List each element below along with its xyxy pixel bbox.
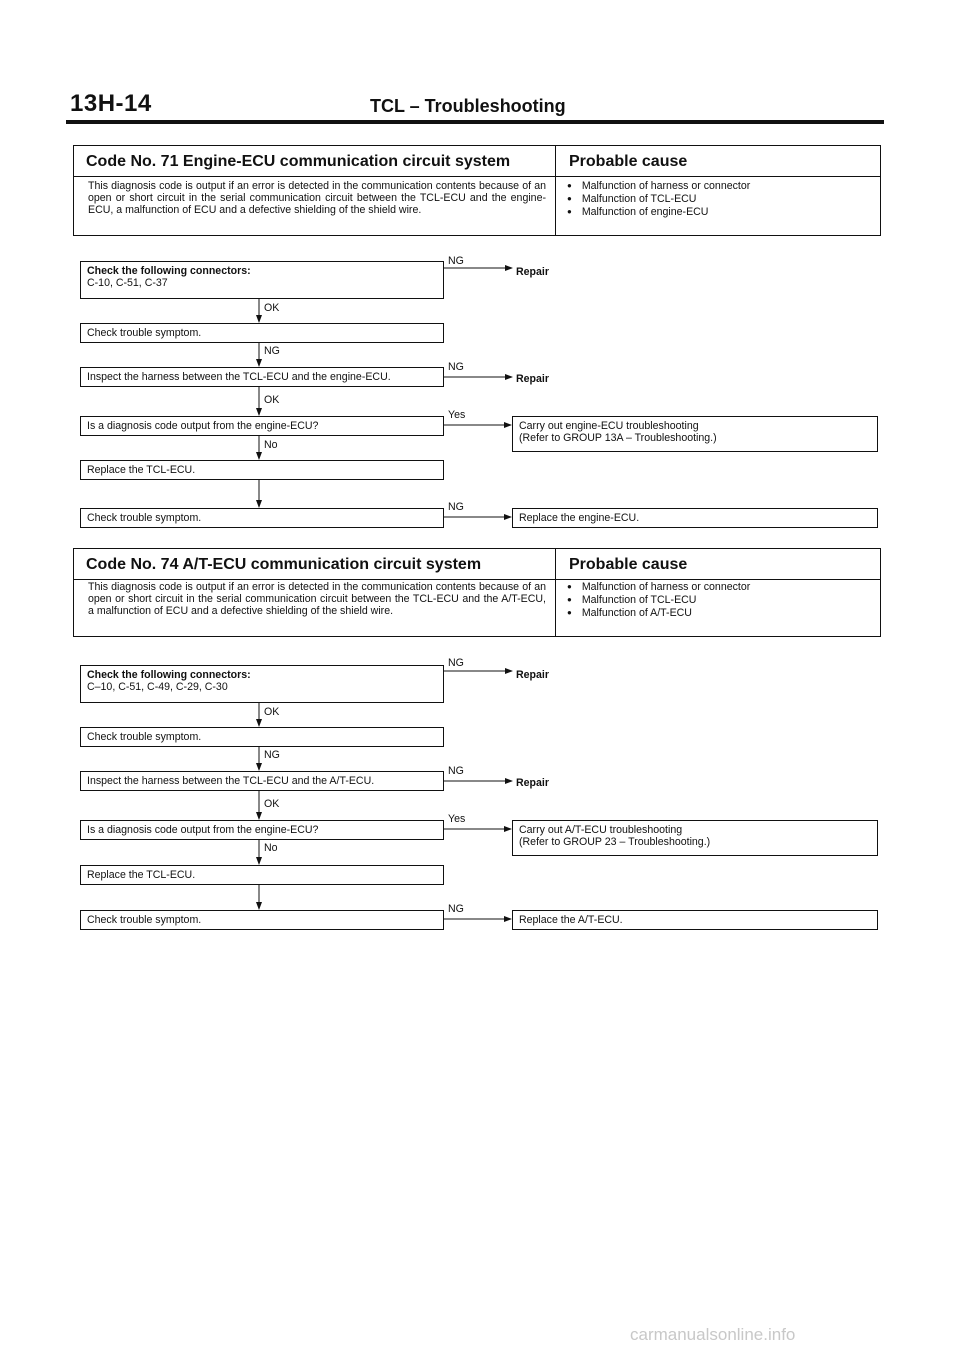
no-label: No [264, 842, 278, 854]
ng-label: NG [448, 255, 464, 267]
repair-label: Repair [516, 266, 549, 278]
repair-label: Repair [516, 777, 549, 789]
ok-label: OK [264, 798, 280, 810]
ok-label: OK [264, 394, 280, 406]
check-symptom-final-box: Check trouble symptom. [80, 508, 444, 528]
replace-tcl-box: Replace the TCL-ECU. [80, 865, 444, 885]
code-74-description: This diagnosis code is output if an error is detected in the communication contents because of an open or short circuit in the serial communication circuit between the TCL-ECU and the A/T-ECU, a malfunction of ECU and a defective shielding of the shield wire. [88, 581, 546, 617]
replace-final-box: Replace the engine-ECU. [512, 508, 878, 528]
ok-label: OK [264, 302, 280, 314]
replace-tcl-box: Replace the TCL-ECU. [80, 460, 444, 480]
diagnosis-question-box: Is a diagnosis code output from the engine-ECU? [80, 820, 444, 840]
inspect-harness-box: Inspect the harness between the TCL-ECU and the engine-ECU. [80, 367, 444, 387]
cause-item: ● Malfunction of harness or connector [567, 180, 750, 193]
cause-item: ● Malfunction of A/T-ECU [567, 607, 750, 620]
repair-label: Repair [516, 669, 549, 681]
check-symptom-box: Check trouble symptom. [80, 727, 444, 747]
ng-label: NG [448, 765, 464, 777]
ng-label: NG [448, 657, 464, 669]
code-74-causes [567, 581, 750, 620]
cause-item: ● Malfunction of engine-ECU [567, 206, 750, 219]
watermark: carmanualsonline.info [630, 1325, 796, 1344]
ng-label: NG [448, 361, 464, 373]
yes-label: Yes [448, 813, 466, 825]
cause-item: ● Malfunction of TCL-ECU [567, 594, 750, 607]
page-title: TCL – Troubleshooting [370, 96, 566, 116]
code-74-table [73, 548, 881, 637]
code-71-causes [567, 180, 750, 219]
code-71-description: This diagnosis code is output if an error is detected in the communication contents because of an open or short circuit in the serial communication circuit between the TCL-ECU and the engine-ECU, a malfunction of ECU and a defective shielding of the shield wire. [88, 180, 546, 216]
yes-label: Yes [448, 409, 466, 421]
inspect-harness-box: Inspect the harness between the TCL-ECU and the A/T-ECU. [80, 771, 444, 791]
ng-label: NG [264, 749, 280, 761]
carry-out-box: Carry out A/T-ECU troubleshooting (Refer to GROUP 23 – Troubleshooting.) [512, 820, 878, 856]
header-rule [66, 120, 884, 124]
no-label: No [264, 439, 278, 451]
ng-label: NG [448, 903, 464, 915]
diagnosis-question-box: Is a diagnosis code output from the engine-ECU? [80, 416, 444, 436]
cause-item: ● Malfunction of harness or connector [567, 581, 750, 594]
repair-label: Repair [516, 373, 549, 385]
check-connectors-box: Check the following connectors: C–10, C-51, C-49, C-29, C-30 [80, 665, 444, 703]
page-number: 13H-14 [70, 90, 152, 117]
code-71-table [73, 145, 881, 236]
carry-out-box: Carry out engine-ECU troubleshooting (Refer to GROUP 13A – Troubleshooting.) [512, 416, 878, 452]
cause-item: ● Malfunction of TCL-ECU [567, 193, 750, 206]
check-connectors-box: Check the following connectors: C-10, C-51, C-37 [80, 261, 444, 299]
ng-label: NG [264, 345, 280, 357]
code-74-heading: Code No. 74 A/T-ECU communication circuit system [86, 556, 482, 573]
code-74-cause-heading: Probable cause [569, 556, 688, 573]
replace-final-box: Replace the A/T-ECU. [512, 910, 878, 930]
code-71-cause-heading: Probable cause [569, 153, 688, 170]
code-71-heading: Code No. 71 Engine-ECU communication circuit system [86, 153, 511, 170]
check-symptom-box: Check trouble symptom. [80, 323, 444, 343]
check-symptom-final-box: Check trouble symptom. [80, 910, 444, 930]
ok-label: OK [264, 706, 280, 718]
ng-label: NG [448, 501, 464, 513]
